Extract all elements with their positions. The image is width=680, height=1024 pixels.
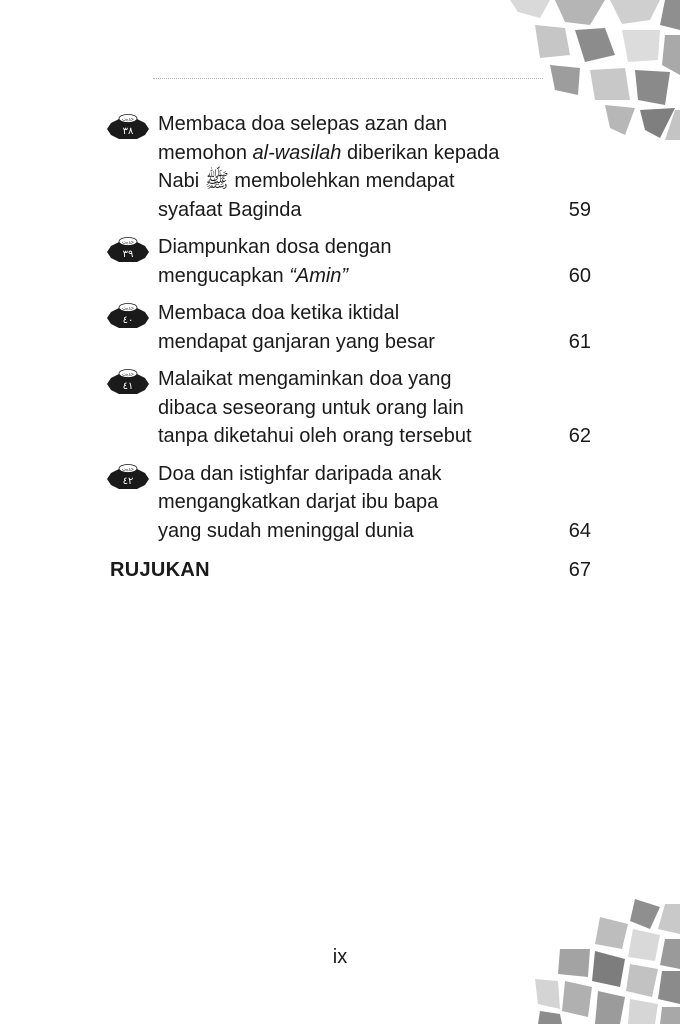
entry-title-line: Doa dan istighfar daripada anak bbox=[158, 462, 442, 485]
entry-title-line: yang sudah meninggal dunia bbox=[158, 519, 414, 542]
entry-title-line: membolehkan mendapat bbox=[228, 170, 455, 192]
entry-title-line: dibaca seseorang untuk orang lain bbox=[158, 396, 464, 419]
page-number: 59 bbox=[568, 198, 591, 221]
entry-title-line: mengucapkan bbox=[158, 264, 290, 287]
entry-title-line: syafaat Baginda bbox=[158, 198, 302, 221]
page-folio: ix bbox=[332, 946, 348, 968]
hadith-badge-number: ٤٠ bbox=[122, 315, 134, 326]
toc-entry-references[interactable] bbox=[110, 556, 591, 584]
entry-title-line: Nabi bbox=[158, 170, 205, 192]
entry-title-italic: al-wasilah bbox=[252, 141, 342, 164]
hadith-badge bbox=[105, 369, 151, 395]
table-of-contents bbox=[105, 110, 591, 554]
toc-entry[interactable] bbox=[105, 233, 591, 290]
entry-title-line: memohon bbox=[158, 141, 253, 164]
hadith-badge bbox=[105, 114, 151, 140]
geometric-star-pattern-icon bbox=[530, 899, 680, 1024]
hadith-badge bbox=[105, 464, 151, 490]
salawat-glyph: ﷺ bbox=[204, 170, 229, 192]
toc-entry[interactable] bbox=[105, 460, 591, 546]
entry-title-line: mengangkatkan darjat ibu bapa bbox=[158, 491, 439, 513]
entry-title-line: mendapat ganjaran yang besar bbox=[158, 330, 435, 353]
entry-title-line: tanpa diketahui oleh orang tersebut bbox=[158, 425, 472, 447]
entry-title-line: Membaca doa selepas azan dan bbox=[158, 113, 448, 135]
entry-title-line: diberikan kepada bbox=[341, 141, 500, 164]
hadith-badge-number: ٣٨ bbox=[122, 126, 134, 137]
page-number: 60 bbox=[568, 264, 591, 287]
page-number: 62 bbox=[568, 425, 591, 447]
hadith-badge bbox=[105, 237, 151, 263]
header-rule bbox=[153, 78, 543, 79]
toc-entry[interactable] bbox=[105, 110, 591, 224]
entry-title-line: Membaca doa ketika iktidal bbox=[158, 302, 400, 324]
hadith-badge-label: حديث bbox=[121, 371, 135, 378]
page-number: 67 bbox=[568, 559, 591, 581]
hadith-badge-label: حديث bbox=[121, 305, 135, 312]
hadith-badge-label: حديث bbox=[121, 465, 135, 472]
page-number: 61 bbox=[568, 330, 591, 353]
toc-entry[interactable] bbox=[105, 365, 591, 451]
hadith-badge-label: حديث bbox=[121, 116, 135, 123]
entry-title-italic: “Amin” bbox=[289, 264, 349, 287]
page-number: 64 bbox=[568, 519, 591, 542]
entry-title-line: Malaikat mengaminkan doa yang bbox=[158, 368, 452, 390]
hadith-badge bbox=[105, 303, 151, 329]
hadith-badge-label: حديث bbox=[121, 239, 135, 246]
toc-entry[interactable] bbox=[105, 299, 591, 356]
hadith-badge-number: ٣٩ bbox=[122, 249, 134, 260]
entry-title-line: Diampunkan dosa dengan bbox=[158, 236, 392, 258]
hadith-badge-number: ٤١ bbox=[122, 381, 134, 392]
references-label: RUJUKAN bbox=[110, 559, 210, 581]
hadith-badge-number: ٤٢ bbox=[122, 475, 134, 487]
